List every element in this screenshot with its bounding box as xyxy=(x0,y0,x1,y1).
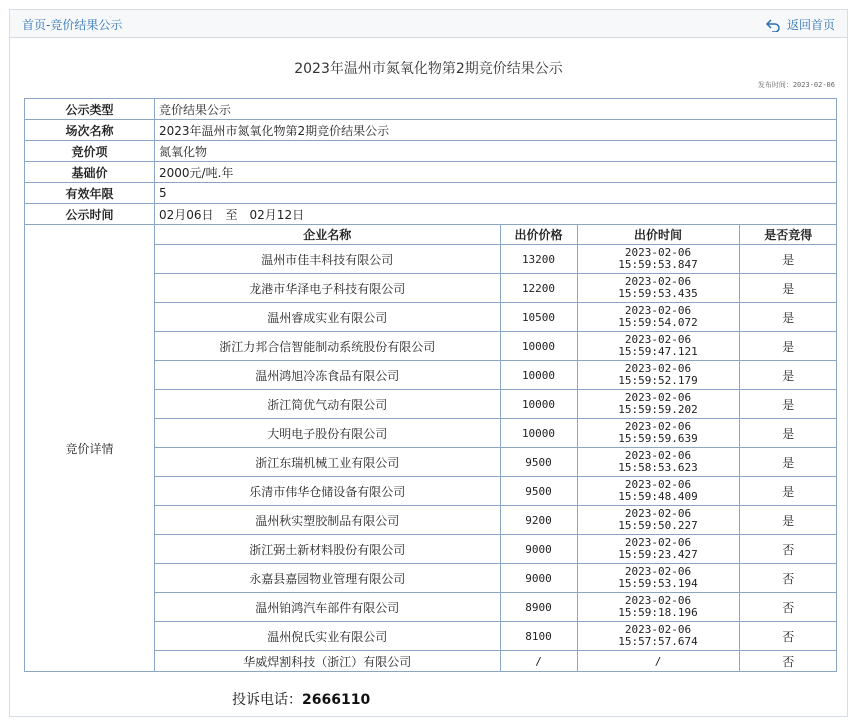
row-base-price xyxy=(25,162,837,183)
company-name: 永嘉县嘉园物业管理有限公司 xyxy=(155,564,500,593)
table-row xyxy=(155,361,837,390)
table-row xyxy=(155,651,837,672)
won-status: 是 xyxy=(739,332,837,361)
top-bar xyxy=(10,10,847,38)
bid-clock: 15:59:54.072 xyxy=(618,316,698,329)
complaint-number: 2666110 xyxy=(302,692,371,708)
content-frame xyxy=(9,9,848,717)
header-time: 出价时间 xyxy=(577,225,739,245)
detail-cell xyxy=(155,225,837,672)
bid-price: 10000 xyxy=(500,332,577,361)
bid-clock: 15:59:52.179 xyxy=(618,374,698,387)
table-row xyxy=(155,477,837,506)
session-value: 2023年温州市氮氧化物第2期竞价结果公示 xyxy=(155,120,837,141)
bid-price: 10500 xyxy=(500,303,577,332)
type-label: 公示类型 xyxy=(25,99,155,120)
bid-price: 9200 xyxy=(500,506,577,535)
table-row xyxy=(155,506,837,535)
result-table xyxy=(24,98,837,672)
table-row xyxy=(155,303,837,332)
back-home-link[interactable] xyxy=(765,16,835,33)
complaint-phone xyxy=(232,689,370,709)
company-name: 温州秋实塑胶制品有限公司 xyxy=(155,506,500,535)
bid-clock: 15:57:57.674 xyxy=(618,635,698,648)
row-period xyxy=(25,204,837,225)
table-row xyxy=(155,390,837,419)
bid-time xyxy=(577,506,739,535)
bid-price: 10000 xyxy=(500,390,577,419)
item-value: 氮氧化物 xyxy=(155,141,837,162)
won-status: 是 xyxy=(739,303,837,332)
bid-time xyxy=(577,303,739,332)
bid-price: 9000 xyxy=(500,564,577,593)
bid-clock: 15:59:53.435 xyxy=(618,287,698,300)
company-name: 大明电子股份有限公司 xyxy=(155,419,500,448)
won-status: 是 xyxy=(739,361,837,390)
company-name: 温州睿成实业有限公司 xyxy=(155,303,500,332)
table-row xyxy=(155,622,837,651)
base-price-value: 2000元/吨.年 xyxy=(155,162,837,183)
company-name: 乐清市伟华仓储设备有限公司 xyxy=(155,477,500,506)
complaint-label: 投诉电话： xyxy=(232,692,302,708)
bid-price: 8900 xyxy=(500,593,577,622)
company-name: 浙江东瑞机械工业有限公司 xyxy=(155,448,500,477)
won-status: 否 xyxy=(739,622,837,651)
won-status: 否 xyxy=(739,651,837,672)
bid-time xyxy=(577,535,739,564)
won-status: 是 xyxy=(739,477,837,506)
period-label: 公示时间 xyxy=(25,204,155,225)
bid-date: 2023-02-06 xyxy=(624,507,692,520)
company-name: 浙江力邦合信智能制动系统股份有限公司 xyxy=(155,332,500,361)
session-label: 场次名称 xyxy=(25,120,155,141)
period-value: 02月06日 至 02月12日 xyxy=(155,204,837,225)
bid-price: 10000 xyxy=(500,361,577,390)
company-name: 温州倪氏实业有限公司 xyxy=(155,622,500,651)
bid-date: 2023-02-06 xyxy=(624,594,692,607)
company-name: 温州鸿旭冷冻食品有限公司 xyxy=(155,361,500,390)
company-name: 温州铂鸿汽车部件有限公司 xyxy=(155,593,500,622)
company-name: 浙江弼土新材料股份有限公司 xyxy=(155,535,500,564)
bid-date: 2023-02-06 xyxy=(624,304,692,317)
years-label: 有效年限 xyxy=(25,183,155,204)
publish-time: 发布时间：2023-02-06 xyxy=(757,81,835,89)
header-price: 出价价格 xyxy=(500,225,577,245)
bid-price: 9500 xyxy=(500,448,577,477)
bid-date: 2023-02-06 xyxy=(624,420,692,433)
bid-date: 2023-02-06 xyxy=(624,275,692,288)
row-item xyxy=(25,141,837,162)
bid-price: 9000 xyxy=(500,535,577,564)
bid-date: 2023-02-06 xyxy=(624,333,692,346)
row-years xyxy=(25,183,837,204)
item-label: 竞价项 xyxy=(25,141,155,162)
bid-price: / xyxy=(500,651,577,672)
table-row xyxy=(155,332,837,361)
detail-label: 竞价详情 xyxy=(25,225,155,672)
bid-time xyxy=(577,622,739,651)
table-row xyxy=(155,419,837,448)
bid-clock: 15:59:53.194 xyxy=(618,577,698,590)
bid-time xyxy=(577,390,739,419)
bid-clock: 15:59:48.409 xyxy=(618,490,698,503)
table-row xyxy=(155,564,837,593)
table-row xyxy=(155,274,837,303)
page-title: 2023年温州市氮氧化物第2期竞价结果公示 xyxy=(294,61,563,77)
row-session xyxy=(25,120,837,141)
bid-time: / xyxy=(577,651,739,672)
won-status: 是 xyxy=(739,390,837,419)
won-status: 是 xyxy=(739,448,837,477)
bid-price: 9500 xyxy=(500,477,577,506)
bid-date: 2023-02-06 xyxy=(624,449,692,462)
company-name: 温州市佳丰科技有限公司 xyxy=(155,245,500,274)
row-detail xyxy=(25,225,837,672)
won-status: 否 xyxy=(739,535,837,564)
bid-date: 2023-02-06 xyxy=(624,623,692,636)
bid-time xyxy=(577,419,739,448)
bid-price: 12200 xyxy=(500,274,577,303)
table-row xyxy=(155,245,837,274)
bid-clock: 15:59:59.202 xyxy=(618,403,698,416)
bid-date: 2023-02-06 xyxy=(624,478,692,491)
won-status: 是 xyxy=(739,506,837,535)
bid-clock: 15:59:53.847 xyxy=(618,258,698,271)
bid-date: 2023-02-06 xyxy=(624,391,692,404)
row-type xyxy=(25,99,837,120)
breadcrumb[interactable]: 首页-竞价结果公示 xyxy=(22,18,123,32)
bid-time xyxy=(577,332,739,361)
bid-clock: 15:59:18.196 xyxy=(618,606,698,619)
bid-time xyxy=(577,274,739,303)
years-value: 5 xyxy=(155,183,837,204)
table-row xyxy=(155,593,837,622)
header-won: 是否竞得 xyxy=(739,225,837,245)
bid-time xyxy=(577,245,739,274)
bid-price: 10000 xyxy=(500,419,577,448)
company-name: 浙江简优气动有限公司 xyxy=(155,390,500,419)
won-status: 是 xyxy=(739,245,837,274)
bid-clock: 15:59:50.227 xyxy=(618,519,698,532)
bid-clock: 15:59:47.121 xyxy=(618,345,698,358)
bid-clock: 15:58:53.623 xyxy=(618,461,698,474)
table-row xyxy=(155,448,837,477)
back-home-label: 返回首页 xyxy=(786,18,835,32)
company-name: 龙港市华泽电子科技有限公司 xyxy=(155,274,500,303)
company-name: 华威焊割科技（浙江）有限公司 xyxy=(155,651,500,672)
type-value: 竞价结果公示 xyxy=(155,99,837,120)
bid-date: 2023-02-06 xyxy=(624,565,692,578)
won-status: 是 xyxy=(739,274,837,303)
won-status: 否 xyxy=(739,564,837,593)
bid-date: 2023-02-06 xyxy=(624,536,692,549)
back-arrow-icon xyxy=(765,18,781,32)
header-company: 企业名称 xyxy=(155,225,500,245)
bid-price: 13200 xyxy=(500,245,577,274)
bid-time xyxy=(577,593,739,622)
bid-time xyxy=(577,477,739,506)
won-status: 否 xyxy=(739,593,837,622)
bid-clock: 15:59:23.427 xyxy=(618,548,698,561)
bid-price: 8100 xyxy=(500,622,577,651)
bid-time xyxy=(577,361,739,390)
bid-date: 2023-02-06 xyxy=(624,246,692,259)
won-status: 是 xyxy=(739,419,837,448)
bid-date: 2023-02-06 xyxy=(624,362,692,375)
bid-time xyxy=(577,564,739,593)
bid-clock: 15:59:59.639 xyxy=(618,432,698,445)
base-price-label: 基础价 xyxy=(25,162,155,183)
bid-time xyxy=(577,448,739,477)
bid-table-header xyxy=(155,225,837,245)
table-row xyxy=(155,535,837,564)
bid-table xyxy=(155,225,837,671)
